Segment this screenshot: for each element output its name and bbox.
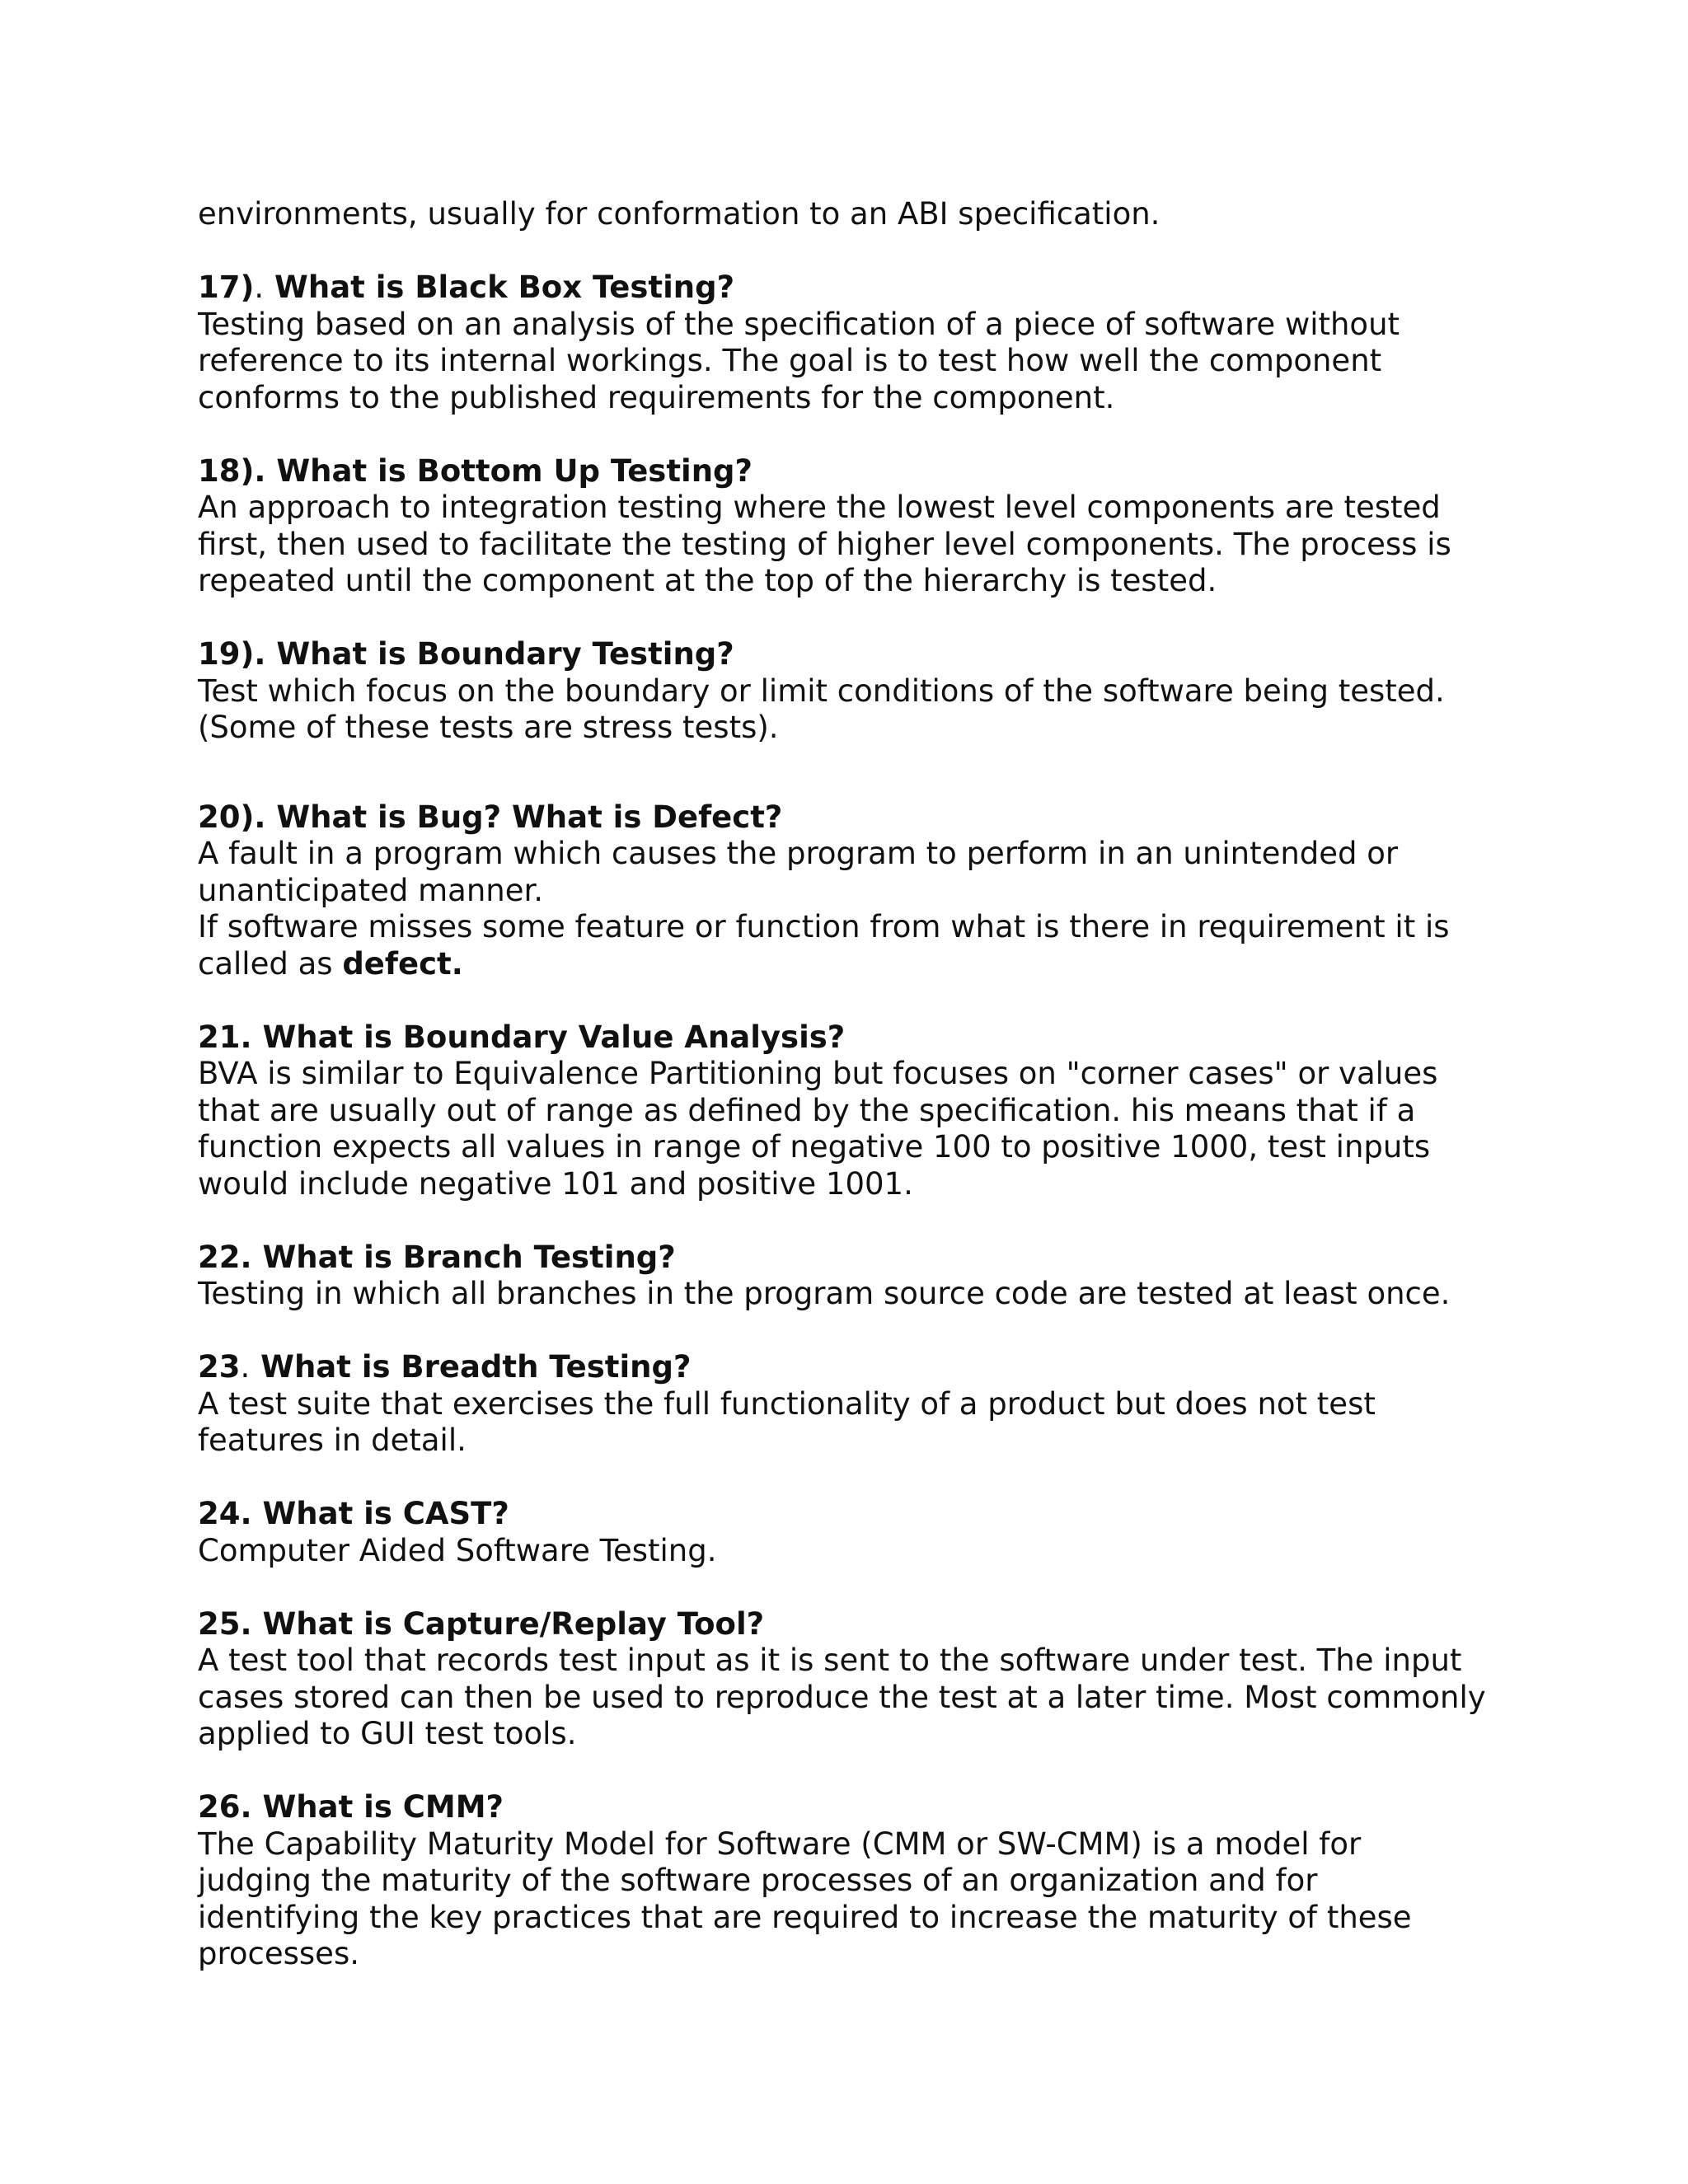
question-18 (198, 453, 1517, 600)
question-25 (198, 1606, 1517, 1753)
answer-line: function expects all values in range of negative 100 to positive 1000, test inputs (198, 1129, 1431, 1165)
answer-line: processes. (198, 1936, 359, 1971)
answer-line: Testing in which all branches in the program source code are tested at least once. (198, 1276, 1451, 1311)
answer-line: A test suite that exercises the full functionality of a product but does not test (198, 1385, 1376, 1422)
question-22 (198, 1240, 1517, 1313)
question-24 (198, 1496, 1517, 1569)
answer-line: judging the maturity of the software processes of an organization and for (198, 1863, 1318, 1898)
answer-line: Computer Aided Software Testing. (198, 1532, 717, 1568)
answer-line: that are usually out of range as defined by the specification. his means that if a (198, 1092, 1416, 1128)
question-title: 23. What is Breadth Testing? (198, 1349, 692, 1385)
question-title: 17). What is Black Box Testing? (198, 269, 735, 305)
question-title: 18). What is Bottom Up Testing? (198, 452, 753, 489)
answer-line: would include negative 101 and positive 1001. (198, 1165, 913, 1202)
answer-line: If software misses some feature or function from what is there in requirement it is (198, 909, 1450, 944)
answer-line: cases stored can then be used to reproduce the test at a later time. Most commonly (198, 1679, 1486, 1715)
question-17 (198, 269, 1517, 416)
answer-line: Test which focus on the boundary or limit conditions of the software being tested. (198, 673, 1445, 709)
defect-term: defect. (342, 945, 463, 982)
document-page (198, 196, 1517, 1973)
answer-line: conforms to the published requirements for the component. (198, 379, 1115, 415)
answer-line: applied to GUI test tools. (198, 1716, 577, 1751)
question-title: 19). What is Boundary Testing? (198, 636, 734, 672)
question-title: 24. What is CAST? (198, 1496, 509, 1531)
question-21 (198, 1019, 1517, 1203)
question-title: 21. What is Boundary Value Analysis? (198, 1019, 846, 1055)
answer-line: Testing based on an analysis of the specification of a piece of software without (198, 306, 1400, 342)
question-20 (198, 799, 1517, 983)
answer-line: reference to its internal workings. The goal is to test how well the component (198, 343, 1382, 378)
question-19 (198, 636, 1517, 747)
answer-line: BVA is similar to Equivalence Partitioning but focuses on "corner cases" or values (198, 1056, 1438, 1091)
answer-line: A test tool that records test input as it is sent to the software under test. The input (198, 1643, 1462, 1678)
answer-line: An approach to integration testing where the lowest level components are tested (198, 490, 1441, 525)
answer-line: called as defect. (198, 945, 463, 982)
question-title: 26. What is CMM? (198, 1789, 504, 1825)
answer-line: unanticipated manner. (198, 872, 544, 908)
question-23 (198, 1349, 1517, 1460)
answer-line: repeated until the component at the top of the hierarchy is tested. (198, 563, 1217, 598)
answer-line: (Some of these tests are stress tests). (198, 710, 779, 745)
question-title: 20). What is Bug? What is Defect? (198, 799, 783, 835)
answer-line: identifying the key practices that are required to increase the maturity of these (198, 1899, 1412, 1935)
lead-line: environments, usually for conformation to an ABI specification. (198, 196, 1160, 232)
answer-line: first, then used to facilitate the testing of higher level components. The process is (198, 526, 1451, 562)
answer-line: features in detail. (198, 1422, 467, 1458)
answer-line: The Capability Maturity Model for Software (CMM or SW-CMM) is a model for (198, 1825, 1362, 1862)
question-title: 25. What is Capture/Replay Tool? (198, 1605, 765, 1642)
question-title: 22. What is Branch Testing? (198, 1239, 676, 1275)
answer-line: A fault in a program which causes the program to perform in an unintended or (198, 836, 1399, 871)
question-26 (198, 1789, 1517, 1973)
